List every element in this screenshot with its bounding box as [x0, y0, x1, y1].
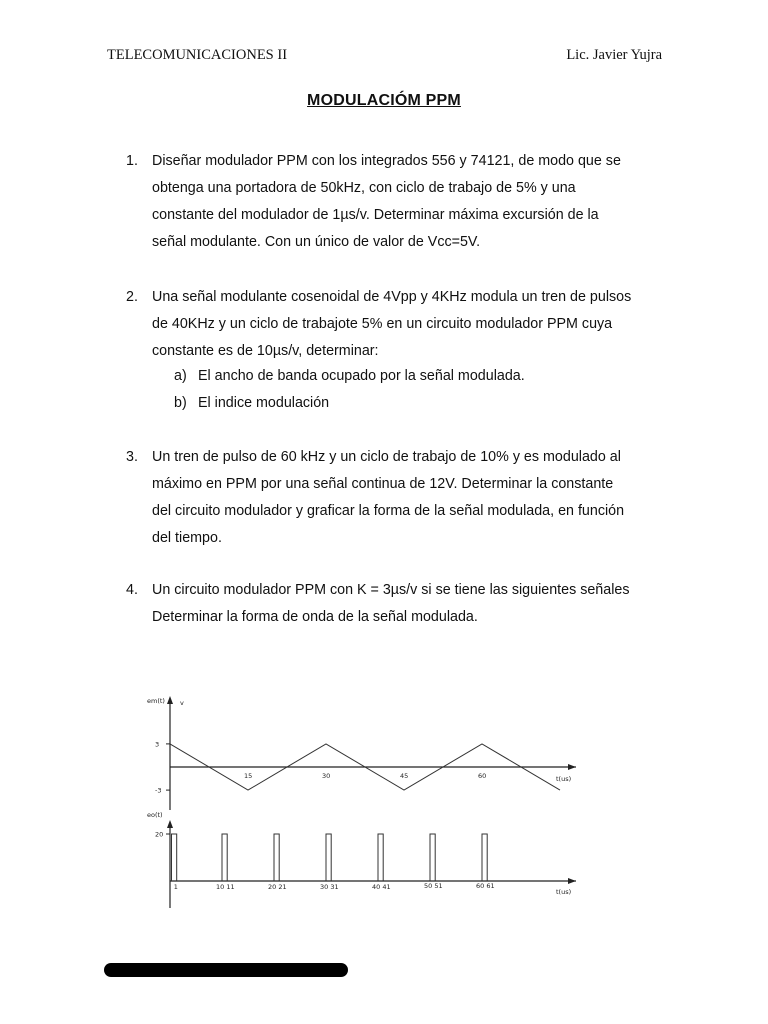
subitem-letter: a) — [174, 368, 187, 384]
text-line: Determinar la forma de onda de la señal modulada. — [152, 609, 478, 625]
text-line: del circuito modulador y graficar la forma de la señal modulada, en función — [152, 503, 625, 519]
pulse — [172, 834, 177, 881]
subitem-text: El indice modulación — [198, 395, 330, 411]
text-line: Un circuito modulador PPM con K = 3µs/v si se tiene las siguientes señales — [152, 582, 630, 598]
pulse — [274, 834, 279, 881]
text-line: constante del modulador de 1µs/v. Determinar máxima excursión de la — [152, 207, 599, 223]
text-line: señal modulante. Con un único de valor de Vcc=5V. — [152, 234, 481, 250]
redaction-bar — [104, 963, 348, 977]
x-tick-label: 30 — [322, 772, 331, 780]
pulse — [430, 834, 435, 881]
y-axis-arrow — [167, 696, 173, 704]
pulse — [326, 834, 331, 881]
pulse — [378, 834, 383, 881]
x-axis-arrow — [568, 878, 576, 884]
ppm-output-plot — [147, 811, 576, 908]
y-tick-label: -3 — [155, 786, 162, 795]
text-line: Diseñar modulador PPM con los integrados 556 y 74121, de modo que se — [152, 153, 621, 169]
y-axis-arrow — [167, 820, 173, 828]
text-line: del tiempo. — [152, 530, 222, 546]
subitem-text: El ancho de banda ocupado por la señal modulada. — [198, 368, 525, 384]
header-author: Lic. Javier Yujra — [566, 47, 662, 63]
x-tick-label: 15 — [244, 772, 253, 780]
x-axis-label: t(us) — [556, 775, 572, 783]
subitem-letter: b) — [174, 395, 187, 411]
y-axis-label: em(t) — [147, 697, 165, 705]
y-axis-label: eo(t) — [147, 811, 163, 819]
x-tick-label: 60 — [478, 772, 487, 780]
y-tick-label: 20 — [155, 830, 164, 839]
x-axis-label: t(us) — [556, 888, 572, 896]
y-axis-unit: v — [180, 699, 184, 707]
problem-number: 1. — [126, 153, 138, 169]
text-line: constante es de 10µs/v, determinar: — [152, 343, 379, 359]
text-line: Un tren de pulso de 60 kHz y un ciclo de trabajo de 10% y es modulado al — [152, 449, 621, 465]
problem-number: 2. — [126, 289, 138, 305]
header-course: TELECOMUNICACIONES II — [107, 47, 288, 63]
x-tick-label: 30 31 — [320, 883, 339, 891]
x-axis-arrow — [568, 764, 576, 770]
x-tick-label: 10 11 — [216, 883, 235, 891]
text-line: Una señal modulante cosenoidal de 4Vpp y 4KHz modula un tren de pulsos — [152, 289, 632, 305]
modulating-signal-plot — [147, 696, 576, 810]
x-tick-label: 60 61 — [476, 882, 495, 890]
problem-number: 4. — [126, 582, 138, 598]
pulse — [482, 834, 487, 881]
y-tick-label: 3 — [155, 740, 160, 749]
x-tick-label: 50 51 — [424, 882, 443, 890]
x-tick-label: 45 — [400, 772, 409, 780]
text-line: de 40KHz y un ciclo de trabajote 5% en un circuito modulador PPM cuya — [152, 316, 613, 332]
text-line: máximo en PPM por una señal continua de 12V. Determinar la constante — [152, 476, 614, 492]
text-line: obtenga una portadora de 50kHz, con ciclo de trabajo de 5% y una — [152, 180, 576, 196]
x-tick-label: 20 21 — [268, 883, 287, 891]
problem-number: 3. — [126, 449, 138, 465]
x-tick-label: 40 41 — [372, 883, 391, 891]
page-title: MODULACIÓM PPM — [307, 92, 461, 109]
pulse — [222, 834, 227, 881]
x-tick-label: 1 — [173, 883, 178, 891]
